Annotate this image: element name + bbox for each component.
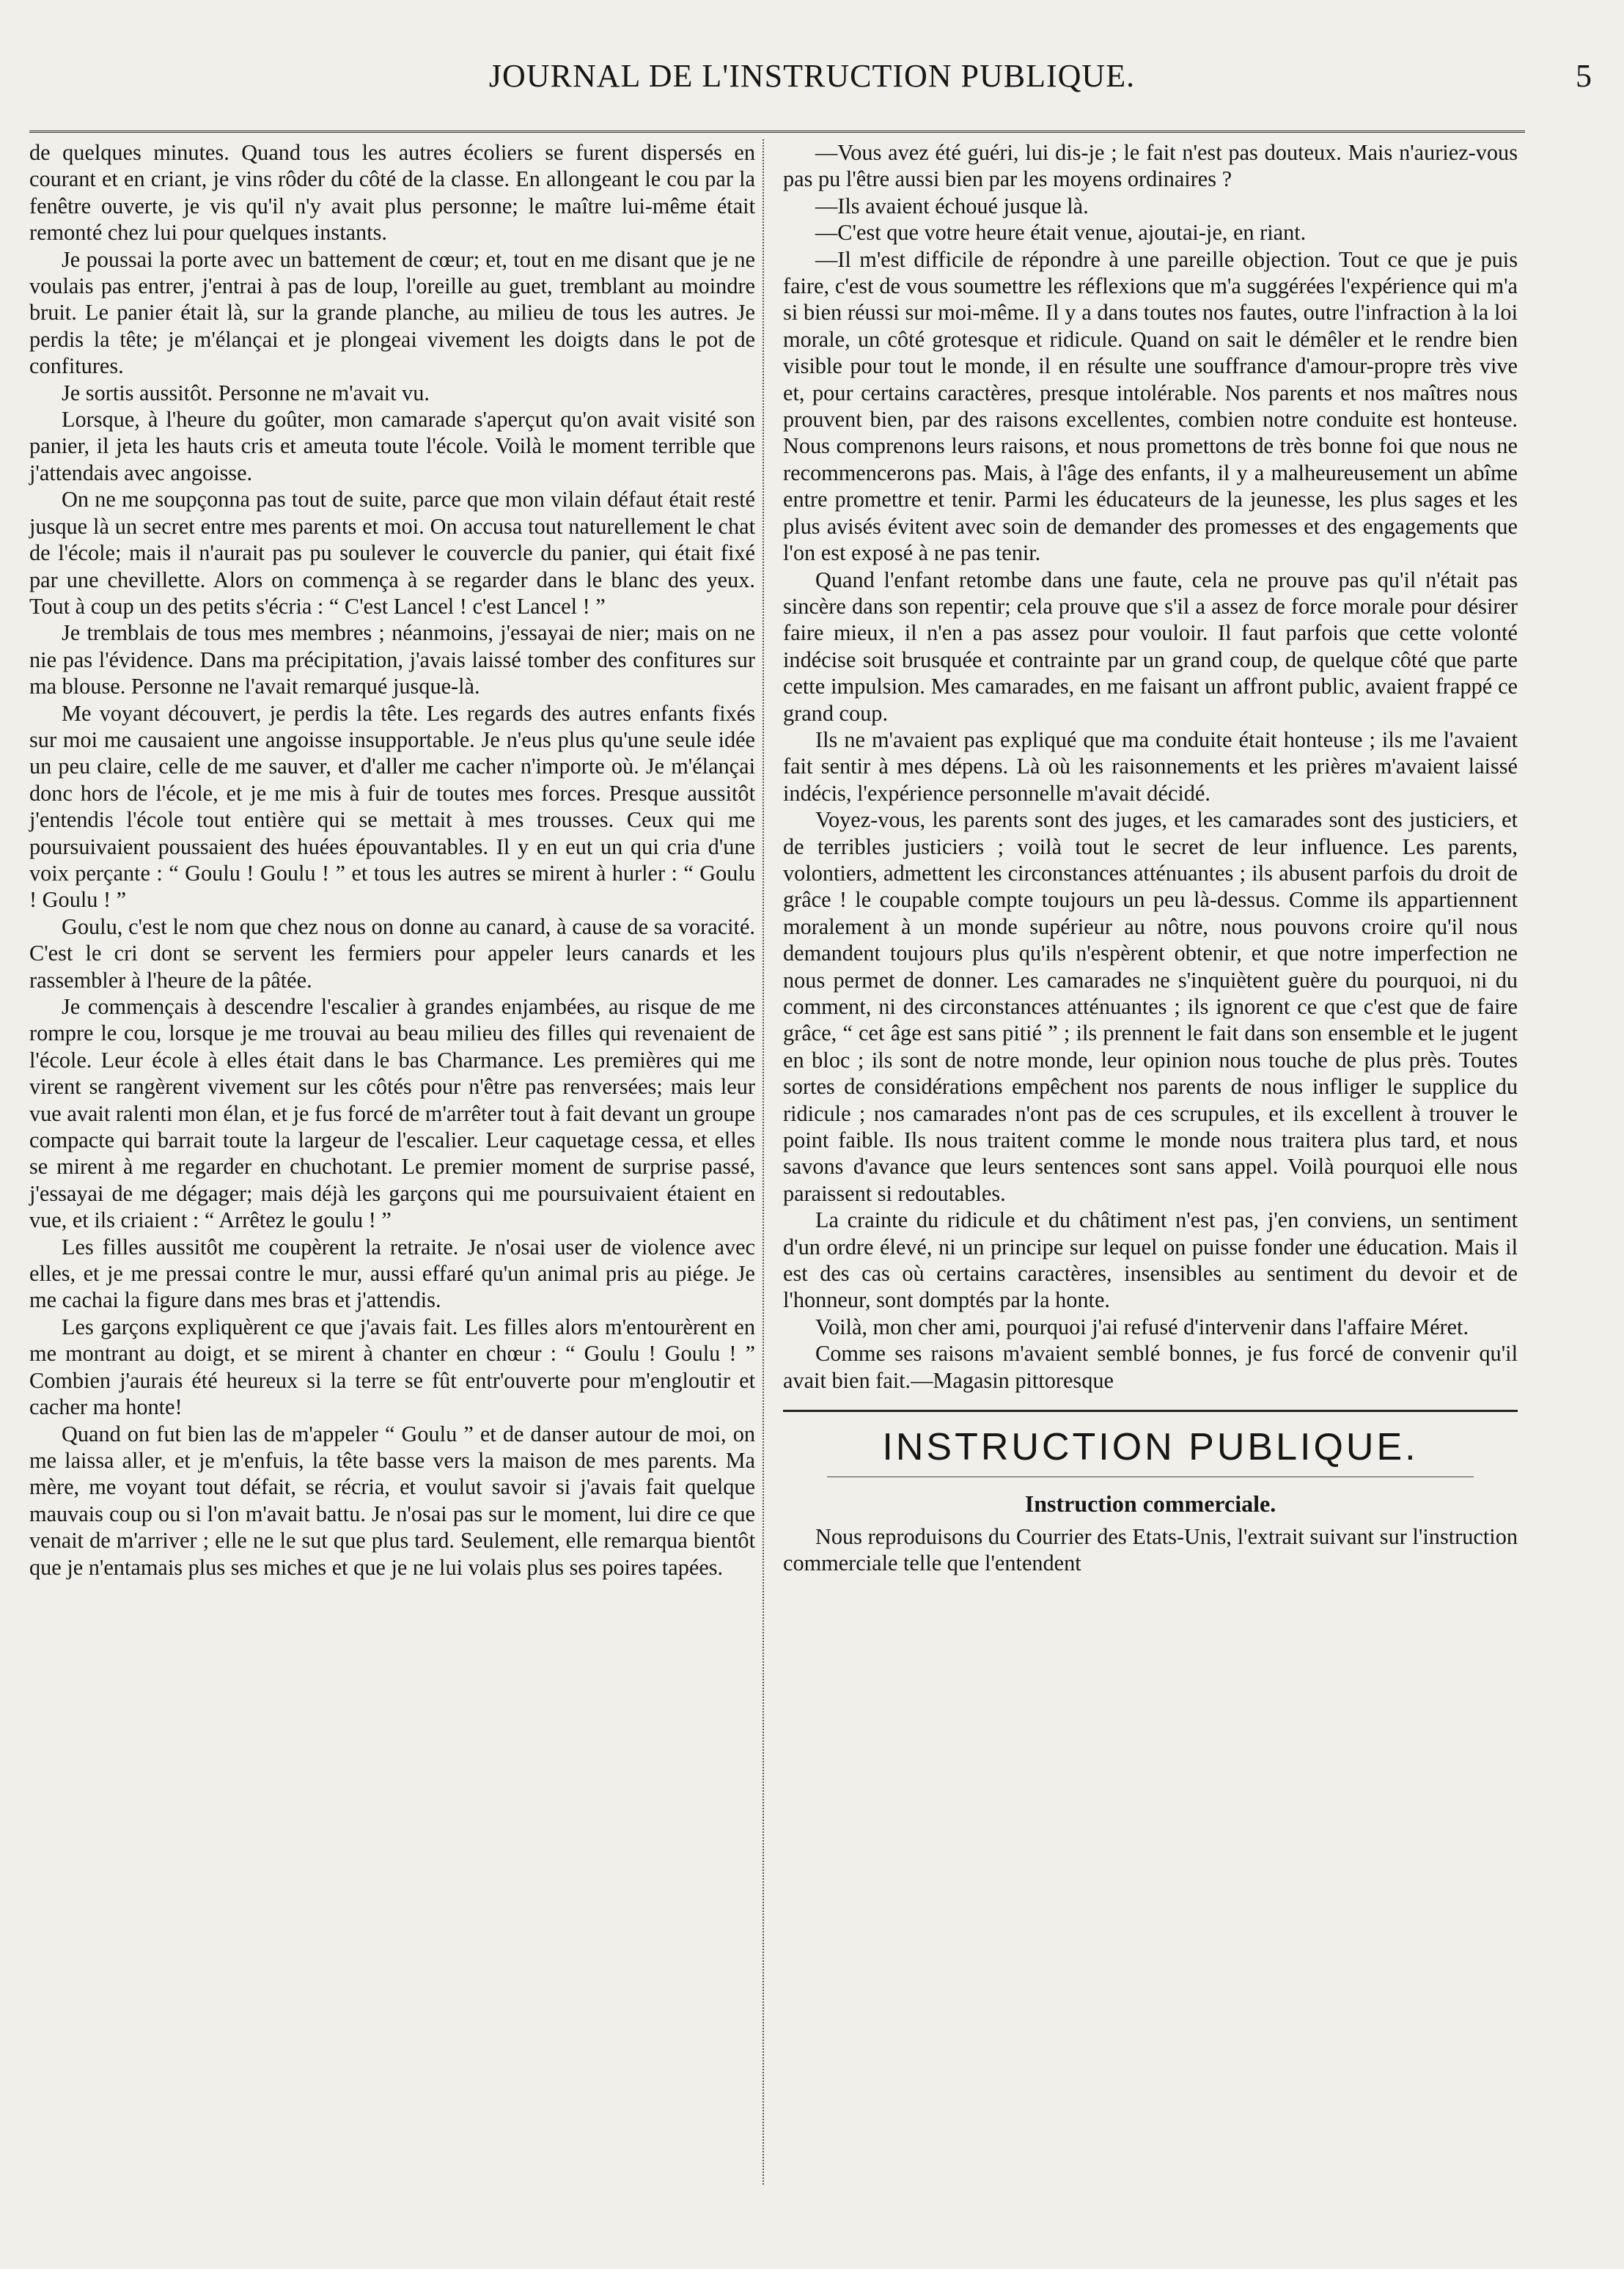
section-subrule [827,1476,1474,1477]
left-column [29,139,755,1581]
page-header [29,57,1595,101]
paragraph: Je poussai la porte avec un battement de cœur; et, tout en me disant que je ne voulais pas entrer, j'entrai à pas de loup, l'oreille au guet, tremblant au moindre bruit. Le panier était là, sur la grande planche, au milieu de tous les autres. Je perdis la tête; je m'élançai et je plongeai vivement les doigts dans le pot de confitures. [29,246,755,379]
column-divider [763,139,764,2185]
paragraph: —Ils avaient échoué jusque là. [815,193,1089,218]
paragraph: Quand on fut bien las de m'appeler “ Goulu ” et de danser autour de moi, on me laissa aller, et je m'enfuis, la tête basse vers la maison de mes parents. Ma mère, me voyant tout défait, se récria, et voulut savoir si j'avais fait quelque mauvais coup ou si l'on m'avait battu. Je n'osai pas sur le moment, lui dire ce que venait de m'arriver ; elle ne le sut que plus tard. Seulement, elle remarqua bientôt que je n'entamais plus ses miches et que je ne lui volais plus ses poires tapées. [29,1421,755,1580]
paragraph: —C'est que votre heure était venue, ajoutai-je, en riant. [815,220,1307,246]
paragraph: Quand l'enfant retombe dans une faute, cela ne prouve pas qu'il n'était pas sincère dans son repentir; cela prouve que s'il a assez de force morale pour désirer faire mieux, il n'en a pas assez pour vouloir. Il faut parfois que cette volonté indécise soit brusquée et contrainte par un grand coup, de quelque côté que parte cette impulsion. Mes camarades, en me faisant un affront public, avaient frappé ce grand coup. [783,567,1518,726]
paragraph: Goulu, c'est le nom que chez nous on donne au canard, à cause de sa voracité. C'est le cri dont se servent les fermiers pour appeler leurs canards et les rassembler à l'heure de la pâtée. [29,913,755,993]
subsection-title: Instruction commerciale. [1024,1490,1276,1518]
section-title: INSTRUCTION PUBLIQUE. [882,1426,1419,1469]
paragraph: Voilà, mon cher ami, pourquoi j'ai refusé d'intervenir dans l'affaire Méret. [815,1314,1469,1339]
journal-title: JOURNAL DE L'INSTRUCTION PUBLIQUE. [488,58,1136,94]
paragraph: On ne me soupçonna pas tout de suite, parce que mon vilain défaut était resté jusque là un secret entre mes parents et moi. On accusa tout naturellement le chat de l'école; mais il n'aurait pas pu soulever le couvercle du panier, qui était fixé par une chevillette. Alors on commença à se regarder dans le blanc des yeux. Tout à coup un des petits s'écria : “ C'est Lancel ! c'est Lancel ! ” [29,487,755,619]
paragraph: Nous reproduisons du Courrier des Etats-Unis, l'extrait suivant sur l'instruction commerciale telle que l'entendent [783,1523,1518,1575]
paragraph: Lorsque, à l'heure du goûter, mon camarade s'aperçut qu'on avait visité son panier, il jeta les hauts cris et ameuta toute l'école. Voilà le moment terrible que j'attendais avec angoisse. [29,407,755,485]
paragraph: Me voyant découvert, je perdis la tête. Les regards des autres enfants fixés sur moi me causaient une angoisse insupportable. Je n'eus plus qu'une seule idée un peu claire, celle de me sauver, et d'aller me cacher n'importe où. Je m'élançai donc hors de l'école, et je me mis à fuir de toutes mes forces. Presque aussitôt j'entendis l'école tout entière qui se mettait à mes trousses. Ceux qui me poursuivaient poussaient des huées épouvantables. Il y en eut un qui cria d'une voix perçante : “ Goulu ! Goulu ! ” et tous les autres se mirent à hurler : “ Goulu ! Goulu ! ” [29,700,755,913]
right-column [783,139,1518,1576]
paragraph: —Il m'est difficile de répondre à une pareille objection. Tout ce que je puis faire, c'est de vous soumettre les réflexions que m'a suggérées l'expérience qui m'a si bien réussi sur moi-même. Il y a dans toutes nos fautes, outre l'infraction à la loi morale, un côté grotesque et ridicule. Quand on sait le démêler et le rendre bien visible pour tout le monde, il en résulte une souffrance d'amour-propre très vive et, pour certains caractères, presque intolérable. Nos parents et nos maîtres nous prouvent bien, par des raisons excellentes, combien notre conduite est honteuse. Nous comprenons leurs raisons, et nous promettons de très bonne foi que nous ne recommencerons pas. Mais, à l'âge des enfants, il y a malheureusement un abîme entre promettre et tenir. Parmi les éducateurs de la jeunesse, les plus sages et les plus avisés évitent avec soin de demander des promesses et des engagements que l'on est exposé à ne pas tenir. [783,246,1518,566]
section-separator [783,1410,1518,1412]
paragraph: —Vous avez été guéri, lui dis-je ; le fait n'est pas douteux. Mais n'auriez-vous pas pu l'être aussi bien par les moyens ordinaires ? [783,140,1518,192]
paragraph: Comme ses raisons m'avaient semblé bonnes, je fus forcé de convenir qu'il avait bien fait.—Magasin pittoresque [783,1341,1518,1393]
page-number: 5 [1576,58,1592,94]
paragraph: La crainte du ridicule et du châtiment n'est pas, j'en conviens, un sentiment d'un ordre élevé, ni un principe sur lequel on puisse fonder une éducation. Mais il est des cas où certains caractères, insensibles au sentiment du devoir et de l'honneur, sont domptés par la honte. [783,1207,1518,1313]
paragraph: Les filles aussitôt me coupèrent la retraite. Je n'osai user de violence avec elles, et je me pressai contre le mur, aussi effaré qu'un animal pris au piége. Je me cachai la figure dans mes bras et j'attendis. [29,1234,755,1313]
paragraph: Voyez-vous, les parents sont des juges, et les camarades sont des justiciers, et de terribles justiciers ; voilà tout le secret de leur influence. Les parents, volontiers, admettent les circonstances atténuantes ; ils abusent parfois du droit de grâce ! le coupable compte toujours un peu là-dessus. Comme ils appartiennent moralement à un monde supérieur au nôtre, nous pouvons croire qu'il nous demandent toujours plus qu'ils n'espèrent obtenir, et que notre imperfection ne nous permet de donner. Les camarades ne s'inquiètent guère du pourquoi, ni du comment, ni des circonstances atténuantes ; ils ignorent ce que c'est que de faire grâce, “ cet âge est sans pitié ” ; ils prennent le fait dans son ensemble et le jugent en bloc ; ils sont de notre monde, leur opinion nous touche de plus près. Toutes sortes de considérations empêchent nos parents de nous infliger le supplice du ridicule ; nos camarades n'ont pas de ces scrupules, et ils excellent à trouver le point faible. Ils nous traitent comme le monde nous traitera plus tard, et nous savons d'avance que leurs sentences sont sans appel. Voilà pourquoi elle nous paraissent si redoutables. [783,807,1518,1206]
paragraph: Je tremblais de tous mes membres ; néanmoins, j'essayai de nier; mais on ne nie pas l'évidence. Dans ma précipitation, j'avais laissé tomber des confitures sur ma blouse. Personne ne l'avait remarqué jusque-là. [29,620,755,699]
paragraph: Les garçons expliquèrent ce que j'avais fait. Les filles alors m'entourèrent en me montrant au doigt, et se mirent à chanter en chœur : “ Goulu ! Goulu ! ” Combien j'aurais été heureux si la terre se fût entr'ouverte pour m'engloutir et cacher ma honte! [29,1314,755,1420]
header-rule [29,130,1525,133]
paragraph: Je sortis aussitôt. Personne ne m'avait vu. [62,380,430,405]
paragraph: de quelques minutes. Quand tous les autres écoliers se furent dispersés en courant et en criant, je vins rôder du côté de la classe. En allongeant le cou par la fenêtre ouverte, je vis qu'il n'y avait plus personne; le maître lui-même était remonté chez lui pour quelques instants. [29,140,755,246]
paragraph: Je commençais à descendre l'escalier à grandes enjambées, au risque de me rompre le cou, lorsque je me trouvai au beau milieu des filles qui revenaient de l'école. Leur école à elles était dans le bas Charmance. Les premières qui me virent se rangèrent vivement sur les côtés pour n'être pas renversées; mais leur vue avait ralenti mon élan, et je fus forcé de m'arrêter tout à fait devant un groupe compacte qui barrait toute la largeur de l'escalier. Leur caquetage cessa, et elles se mirent à me regarder en chuchotant. Le premier moment de surprise passé, j'essayai de me dégager; mais déjà les garçons qui me poursuivaient étaient en vue, et ils criaient : “ Arrêtez le goulu ! ” [29,994,755,1233]
paragraph: Ils ne m'avaient pas expliqué que ma conduite était honteuse ; ils me l'avaient fait sentir à mes dépens. Là où les raisonnements et les prières m'avaient laissé indécis, l'expérience personnelle m'avait décidé. [783,727,1518,806]
